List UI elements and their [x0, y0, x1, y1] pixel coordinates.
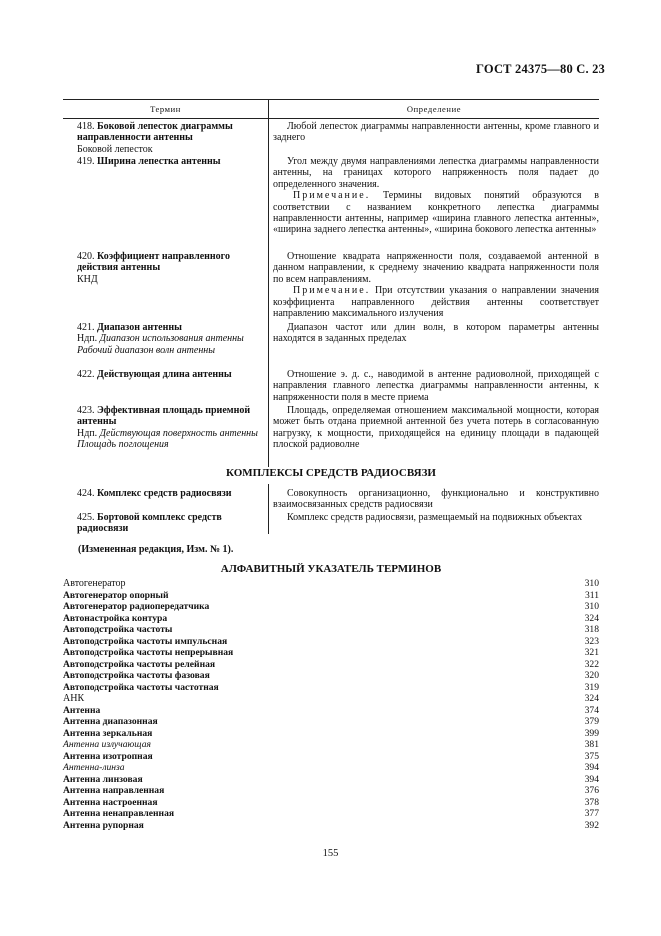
- index-term: Автоподстройка частоты фазовая: [63, 670, 210, 681]
- index-page-ref: 378: [584, 796, 599, 808]
- column-divider: [268, 117, 269, 467]
- index-entry: [63, 613, 599, 625]
- term-number: 421.: [77, 322, 95, 333]
- definition-cell: [273, 251, 599, 319]
- index-page-ref: 377: [584, 808, 599, 819]
- index-entry: [63, 820, 599, 832]
- index-term: Антенна изотропная: [63, 750, 153, 762]
- term-cell: [77, 405, 265, 451]
- term-number: 420.: [77, 251, 95, 262]
- index-entry: [63, 590, 599, 602]
- index-page-ref: 324: [584, 693, 599, 704]
- index-term: Автогенератор: [63, 578, 126, 589]
- index-entry: [63, 762, 599, 774]
- index-entry: [63, 647, 599, 659]
- index-entry: [63, 659, 599, 671]
- term-name: Боковой лепесток диаграммы направленности антенны: [77, 121, 233, 144]
- index-entry: [63, 636, 599, 648]
- index-term: Антенна: [63, 704, 101, 716]
- index-entry: [63, 624, 599, 636]
- term-number: 418.: [77, 121, 95, 132]
- definition-text: Отношение э. д. с., наводимой в антенне радиоволной, приходящей с направления главного лепестка диаграммы направленности антенны, к напряженности поля в месте приема: [273, 369, 599, 403]
- column-divider: [268, 484, 269, 534]
- index-entry: [63, 739, 599, 751]
- term-deprecated: Площадь поглощения: [77, 439, 169, 451]
- definition-cell: [273, 405, 599, 451]
- definition-text: Любой лепесток диаграммы направленности антенны, кроме главного и заднего: [273, 121, 599, 144]
- definition-text: Диапазон частот или длин волн, в котором параметры антенны находятся в заданных пределах: [273, 322, 599, 345]
- index-page-ref: 376: [584, 785, 599, 796]
- index-term: Автогенератор опорный: [63, 589, 169, 601]
- index-entry: [63, 716, 599, 728]
- note-text: При отсутствии указания о направлении значения коэффициента направленного действия антенны соответствует направлению максимального излучения: [273, 285, 600, 320]
- term-deprecated: Действующая поверхность антенны: [99, 427, 258, 439]
- index-term: Автоподстройка частоты импульсная: [63, 635, 228, 647]
- alphabetical-index: [63, 578, 599, 831]
- definition-cell: [273, 322, 599, 345]
- term-cell: [77, 322, 265, 356]
- index-page-ref: 399: [584, 727, 599, 739]
- definition-cell: [273, 369, 599, 403]
- index-term: Автоподстройка частоты: [63, 624, 173, 635]
- definition-cell: [273, 488, 599, 511]
- index-term: Антенна рупорная: [63, 819, 144, 831]
- index-page-ref: 310: [584, 578, 599, 589]
- term-name: Бортовой комплекс средств радиосвязи: [77, 512, 222, 535]
- definition-text: Площадь, определяемая отношением максимальной мощности, которая может быть отдана приемной антенной без учета потерь в согласованную нагрузку, к мощности, приходящейся на единицу площади в падающей плоской радиоволне: [273, 405, 599, 451]
- index-term: Автоподстройка частоты непрерывная: [63, 647, 234, 658]
- definition-cell: [273, 512, 599, 523]
- page-header: ГОСТ 24375—80 С. 23: [476, 62, 605, 76]
- index-page-ref: 319: [584, 681, 599, 693]
- index-page-ref: 322: [584, 658, 599, 670]
- index-term: Автоподстройка частоты релейная: [63, 658, 216, 670]
- index-entry: [63, 785, 599, 797]
- index-page-ref: 311: [584, 589, 599, 601]
- index-page-ref: 394: [584, 773, 599, 785]
- index-page-ref: 381: [584, 739, 599, 750]
- index-page-ref: 324: [584, 612, 599, 624]
- term-name: Комплекс средств радиосвязи: [97, 488, 232, 499]
- index-entry: [63, 693, 599, 705]
- index-entry: [63, 808, 599, 820]
- index-term: Автонастройка контура: [63, 612, 168, 624]
- definition-text: Отношение квадрата напряженности поля, создаваемой антенной в данном направлении, к среднему значению квадрата напряженности поля по всем направлениям.: [273, 251, 599, 285]
- section-title: КОМПЛЕКСЫ СРЕДСТВ РАДИОСВЯЗИ: [226, 467, 436, 479]
- index-term: Антенна линзовая: [63, 773, 143, 785]
- term-cell: [77, 512, 265, 535]
- definition-text: Совокупность организационно, функционально и конструктивно взаимосвязанных средств радиосвязи: [273, 488, 599, 511]
- index-page-ref: 375: [584, 750, 599, 762]
- index-entry: [63, 705, 599, 717]
- note-label: Примечание.: [293, 190, 371, 202]
- term-deprecated: Рабочий диапазон волн антенны: [77, 344, 216, 356]
- term-cell: [77, 251, 265, 285]
- note-label: Примечание.: [293, 285, 371, 297]
- index-entry: [63, 728, 599, 740]
- term-short: Боковой лепесток: [77, 143, 153, 155]
- term-number: 419.: [77, 156, 95, 167]
- page-number: 155: [322, 848, 339, 859]
- amendment-note: (Измененная редакция, Изм. № 1).: [78, 544, 234, 555]
- index-entry: [63, 751, 599, 763]
- term-number: 422.: [77, 369, 95, 380]
- term-name: Ширина лепестка антенны: [97, 156, 221, 167]
- column-header-definition: Определение: [406, 104, 462, 114]
- definition-cell: [273, 121, 599, 144]
- index-page-ref: 379: [584, 716, 599, 727]
- index-page-ref: 321: [584, 647, 599, 658]
- index-page-ref: 318: [584, 624, 599, 635]
- index-term: Антенна ненаправленная: [63, 808, 175, 819]
- definition-note: [273, 190, 599, 236]
- index-term: Автоподстройка частоты частотная: [63, 681, 219, 693]
- definition-text: Угол между двумя направлениями лепестка диаграммы направленности антенны, на границах которого напряженность поля падает до определенного значения.: [273, 156, 599, 190]
- index-page-ref: 323: [584, 635, 599, 647]
- term-number: 424.: [77, 488, 95, 499]
- index-term: АНК: [63, 693, 85, 704]
- term-name: Эффективная площадь приемной антенны: [77, 405, 251, 428]
- index-page-ref: 374: [584, 704, 599, 716]
- index-entry: [63, 774, 599, 786]
- index-entry: [63, 682, 599, 694]
- term-number: 425.: [77, 512, 95, 523]
- term-ndp: Ндп.: [77, 427, 98, 439]
- term-cell: [77, 156, 265, 167]
- index-term: Антенна направленная: [63, 785, 165, 796]
- term-cell: [77, 121, 265, 155]
- index-term: Автогенератор радиопередатчика: [63, 601, 210, 612]
- index-page-ref: 320: [584, 670, 599, 681]
- term-number: 423.: [77, 405, 95, 416]
- index-page-ref: 392: [584, 819, 599, 831]
- index-entry: [63, 601, 599, 613]
- index-entry: [63, 797, 599, 809]
- index-term: Антенна диапазонная: [63, 716, 158, 727]
- definition-text: Комплекс средств радиосвязи, размещаемый на подвижных объектах: [287, 512, 583, 523]
- index-entry: [63, 670, 599, 682]
- index-page-ref: 310: [584, 601, 599, 612]
- index-entry: [63, 578, 599, 590]
- index-term: Антенна зеркальная: [63, 727, 153, 739]
- term-cell: [77, 369, 265, 380]
- table-header: [63, 99, 599, 119]
- term-deprecated: Диапазон использования антенны: [99, 333, 244, 345]
- term-cell: [77, 488, 265, 499]
- index-title: АЛФАВИТНЫЙ УКАЗАТЕЛЬ ТЕРМИНОВ: [220, 563, 442, 575]
- definition-cell: [273, 156, 599, 236]
- note-text: Термины видовых понятий образуются в соответствии с названием конкретного лепестка диаграммы направленности антенны, например «ширина главного лепестка антенны», «ширина заднего лепестка антенны», «ширина бокового лепестка антенны»: [273, 190, 599, 236]
- index-term: Антенна излучающая: [63, 739, 152, 750]
- column-header-term: Термин: [63, 100, 269, 118]
- term-name: Действующая длина антенны: [97, 369, 232, 380]
- term-name: Диапазон антенны: [97, 322, 182, 333]
- term-ndp: Ндп.: [77, 333, 98, 345]
- term-name: Коэффициент направленного действия антенны: [77, 251, 230, 274]
- index-page-ref: 394: [584, 762, 599, 773]
- term-short: КНД: [77, 273, 98, 285]
- definition-note: [273, 285, 599, 319]
- index-term: Антенна настроенная: [63, 796, 158, 808]
- index-term: Антенна-линза: [63, 762, 125, 773]
